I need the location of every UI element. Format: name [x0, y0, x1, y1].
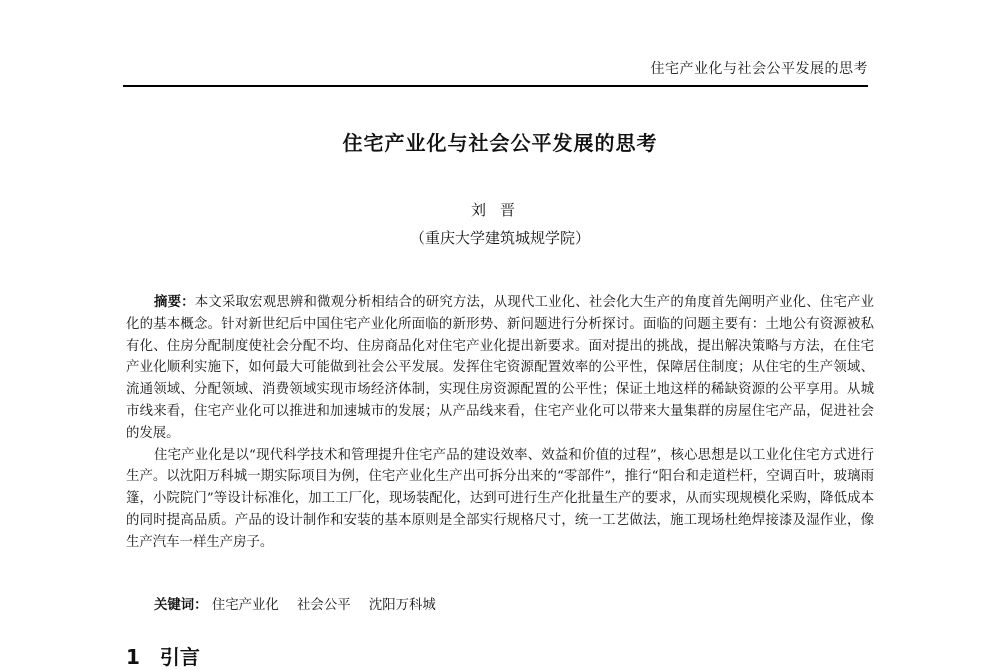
header-rule	[123, 85, 868, 87]
keyword: 沈阳万科城	[368, 598, 436, 613]
abstract-paragraph-2: 住宅产业化是以“现代科学技术和管理提升住宅产品的建设效率、效益和价值的过程”，核心思想是以工业化住宅方式进行生产。以沈阳万科城一期实际项目为例，住宅产业化生产出可拆分出来的“零部件”，推行“阳台和走道栏杆，空调百叶，玻璃雨篷，小院院门”等设计标准化，加工工厂化，现场装配化，达到可进行生产化批量生产的要求，从而实现规模化采购，降低成本的同时提高品质。产品的设计制作和安装的基本原则是全部实行规格尺寸，统一工艺做法，施工现场杜绝焊接漆及湿作业，像生产汽车一样生产房子。	[126, 447, 874, 550]
abstract-text-1: 本文采取宏观思辨和微观分析相结合的研究方法，从现代工业化、社会化大生产的角度首先阐明产业化、住宅产业化的基本概念。针对新世纪后中国住宅产业化所面临的新形势、新问题进行分析探讨。面临的问题主要有：土地公有资源被私有化、住房分配制度使社会分配不均、住房商品化对住宅产业化提出新要求。面对提出的挑战，提出解决策略与方法，在住宅产业化顺利实施下，如何最大可能做到社会公平发展。发挥住宅资源配置效率的公平性，保障居住制度；从住宅的生产领域、流通领域、分配领域、消费领域实现市场经济体制，实现住房资源配置的公平性；保证土地这样的稀缺资源的公平享用。从城市线来看，住宅产业化可以推进和加速城市的发展；从产品线来看，住宅产业化可以带来大量集群的房屋住宅产品，促进社会的发展。	[126, 295, 875, 441]
running-header: 住宅产业化与社会公平发展的思考	[650, 61, 868, 77]
abstract-paragraph-1	[126, 292, 874, 445]
keywords	[154, 594, 450, 613]
keyword: 住宅产业化	[211, 598, 279, 613]
keyword: 社会公平	[297, 598, 351, 613]
paper-title: 住宅产业化与社会公平发展的思考	[342, 131, 658, 155]
keywords-label: 关键词：	[154, 598, 208, 613]
abstract-label: 摘要：	[154, 295, 195, 310]
author-affiliation: （重庆大学建筑城规学院）	[409, 229, 590, 247]
abstract	[126, 292, 874, 554]
section-heading	[126, 641, 200, 670]
author-name: 刘晋	[470, 201, 529, 219]
section-title: 引言	[159, 645, 200, 669]
section-number: 1	[126, 645, 140, 669]
